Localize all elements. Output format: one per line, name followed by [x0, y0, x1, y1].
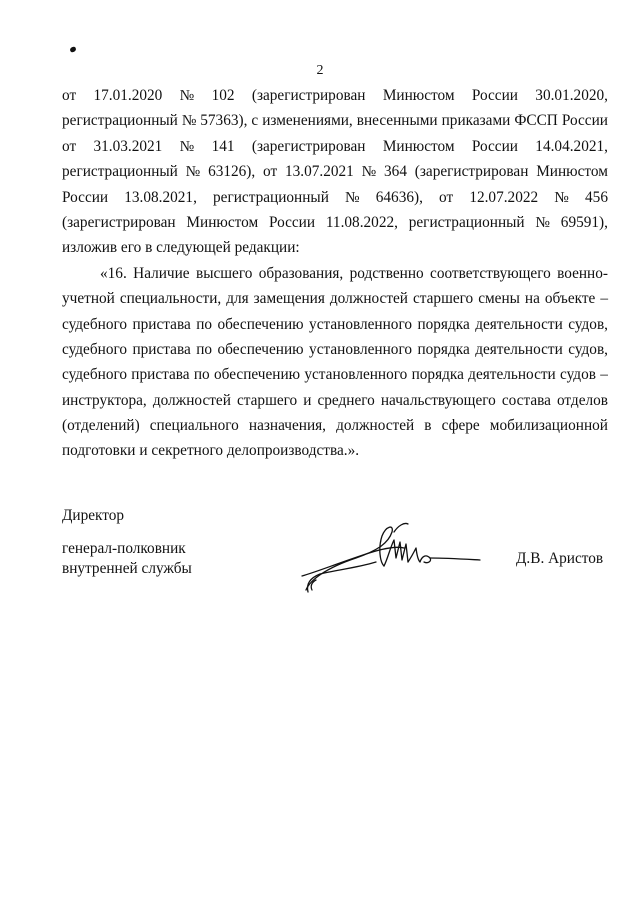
- word: объекте: [544, 290, 596, 308]
- word: среднего: [317, 391, 375, 409]
- word: России: [471, 137, 518, 155]
- word: России: [268, 213, 316, 231]
- scan-speck: [69, 46, 76, 53]
- word: судебного: [62, 340, 128, 358]
- word: установленного: [309, 315, 412, 333]
- word: на: [524, 290, 540, 308]
- word: порядка: [417, 315, 470, 333]
- text-line: [62, 210, 608, 235]
- text-line: [62, 134, 608, 159]
- word: с: [251, 112, 259, 130]
- word: пристава: [131, 366, 190, 384]
- word: 30.01.2020,: [535, 87, 608, 104]
- word: (зарегистрирован: [251, 87, 366, 104]
- word: от: [62, 137, 77, 155]
- word: учетной: [62, 290, 115, 308]
- text-line: [62, 362, 608, 387]
- signatory-title: Директор: [62, 507, 125, 524]
- signatory-name: Д.В. Аристов: [516, 550, 604, 567]
- word: регистрационный: [62, 112, 178, 130]
- word: замещения: [253, 290, 325, 308]
- text-line: [62, 286, 608, 311]
- word: №: [345, 188, 360, 206]
- word: 63126),: [208, 163, 256, 181]
- word: 64636),: [375, 188, 423, 206]
- word: 14.04.2021,: [535, 137, 608, 155]
- word: изменениями,: [262, 112, 353, 130]
- word: регистрационный: [62, 163, 178, 181]
- paragraph-new-wording: [62, 261, 608, 439]
- word: №: [535, 213, 550, 231]
- word: от: [62, 87, 77, 104]
- word: порядка: [417, 340, 470, 358]
- word: судов,: [568, 340, 608, 358]
- word: (зарегистрирован: [251, 137, 366, 155]
- word: соответствующего: [430, 264, 551, 282]
- word: по: [196, 315, 213, 333]
- word: установленного: [309, 340, 412, 358]
- word: и: [303, 391, 312, 409]
- word: 13.07.2021: [284, 163, 354, 181]
- word: 11.08.2022,: [325, 213, 398, 231]
- word: старшего: [412, 290, 474, 308]
- word: деятельности: [468, 366, 556, 384]
- word: смены: [478, 290, 520, 308]
- text-line: [62, 388, 608, 413]
- word: деятельности: [475, 340, 563, 358]
- word: мобилизационной: [489, 417, 608, 435]
- word: старшего: [236, 391, 298, 409]
- word: установленного: [304, 366, 408, 384]
- word: Минюстом: [186, 213, 259, 231]
- word: Минюстом: [536, 163, 608, 181]
- word: Минюстом: [382, 137, 455, 155]
- word: внесенными: [356, 112, 438, 130]
- word: родственно: [349, 264, 424, 282]
- word: ФССП: [514, 112, 558, 130]
- text-line: [62, 337, 608, 362]
- word: приказами: [441, 112, 511, 130]
- word: 12.07.2022: [469, 188, 539, 206]
- word: сфере: [441, 417, 480, 435]
- word: России: [471, 87, 518, 104]
- word: от: [439, 188, 454, 206]
- word: 364: [384, 163, 407, 181]
- word: «16.: [100, 264, 127, 282]
- signatory-block: [62, 506, 192, 579]
- word: по: [196, 340, 213, 358]
- word: (зарегистрирован: [62, 213, 176, 231]
- word: от: [263, 163, 278, 181]
- word: пристава: [132, 315, 191, 333]
- document-body: [62, 83, 608, 464]
- word: судов: [560, 366, 596, 384]
- word: специальности,: [119, 290, 222, 308]
- word: 141: [211, 137, 235, 155]
- word: №: [179, 137, 195, 155]
- text-line: [62, 108, 608, 133]
- word: 13.08.2021,: [124, 188, 197, 206]
- paragraph-amendment-reference: [62, 83, 608, 235]
- word: России: [561, 112, 608, 130]
- word: должностей: [329, 290, 408, 308]
- word: по: [193, 366, 210, 384]
- word: образования,: [258, 264, 344, 282]
- word: –: [600, 366, 608, 384]
- text-line: [62, 159, 608, 184]
- handwritten-signature: [296, 518, 482, 598]
- text-line: [62, 83, 608, 108]
- word: судебного: [62, 315, 128, 333]
- word: №: [554, 188, 569, 206]
- word: деятельности: [475, 315, 563, 333]
- word: 31.03.2021: [93, 137, 163, 155]
- paragraph-new-wording-last-line: подготовки и секретного делопроизводства.».: [62, 442, 360, 460]
- paragraph-amendment-last-line: изложив его в следующей редакции:: [62, 239, 300, 257]
- word: обеспечению: [214, 366, 301, 384]
- word: пристава: [132, 340, 191, 358]
- text-line: [62, 261, 608, 286]
- word: регистрационный: [213, 188, 329, 206]
- word: специального: [149, 417, 239, 435]
- page-number: 2: [316, 63, 324, 78]
- text-line: [62, 413, 608, 438]
- word: высшего: [195, 264, 253, 282]
- word: инструктора,: [62, 391, 147, 409]
- word: обеспечению: [217, 340, 304, 358]
- text-line: [62, 185, 608, 210]
- word: военно-: [557, 264, 608, 282]
- word: судов,: [568, 315, 608, 333]
- word: №: [185, 163, 201, 181]
- word: (отделений): [62, 417, 140, 435]
- word: №: [179, 87, 195, 104]
- word: судебного: [62, 366, 128, 384]
- word: № 57363),: [181, 112, 248, 130]
- word: Минюстом: [382, 87, 455, 104]
- signatory-rank-line-1: генерал-полковник: [62, 540, 186, 557]
- signatory-rank-line-2: внутренней службы: [62, 560, 192, 577]
- word: состава: [501, 391, 551, 409]
- word: (зарегистрирован: [414, 163, 529, 181]
- word: должностей: [152, 391, 231, 409]
- word: должностей: [336, 417, 415, 435]
- word: обеспечению: [217, 315, 304, 333]
- word: России: [62, 188, 109, 206]
- word: 17.01.2020: [93, 87, 163, 104]
- word: 456: [585, 188, 608, 206]
- word: Наличие: [133, 264, 190, 282]
- word: для: [226, 290, 249, 308]
- word: назначения,: [248, 417, 327, 435]
- word: 69591),: [560, 213, 608, 231]
- word: начальствующего: [380, 391, 496, 409]
- word: порядка: [411, 366, 464, 384]
- word: в: [424, 417, 432, 435]
- word: 102: [211, 87, 235, 104]
- word: №: [361, 163, 377, 181]
- word: отделов: [556, 391, 608, 409]
- word: –: [600, 290, 608, 308]
- text-line: [62, 312, 608, 337]
- word: регистрационный: [408, 213, 525, 231]
